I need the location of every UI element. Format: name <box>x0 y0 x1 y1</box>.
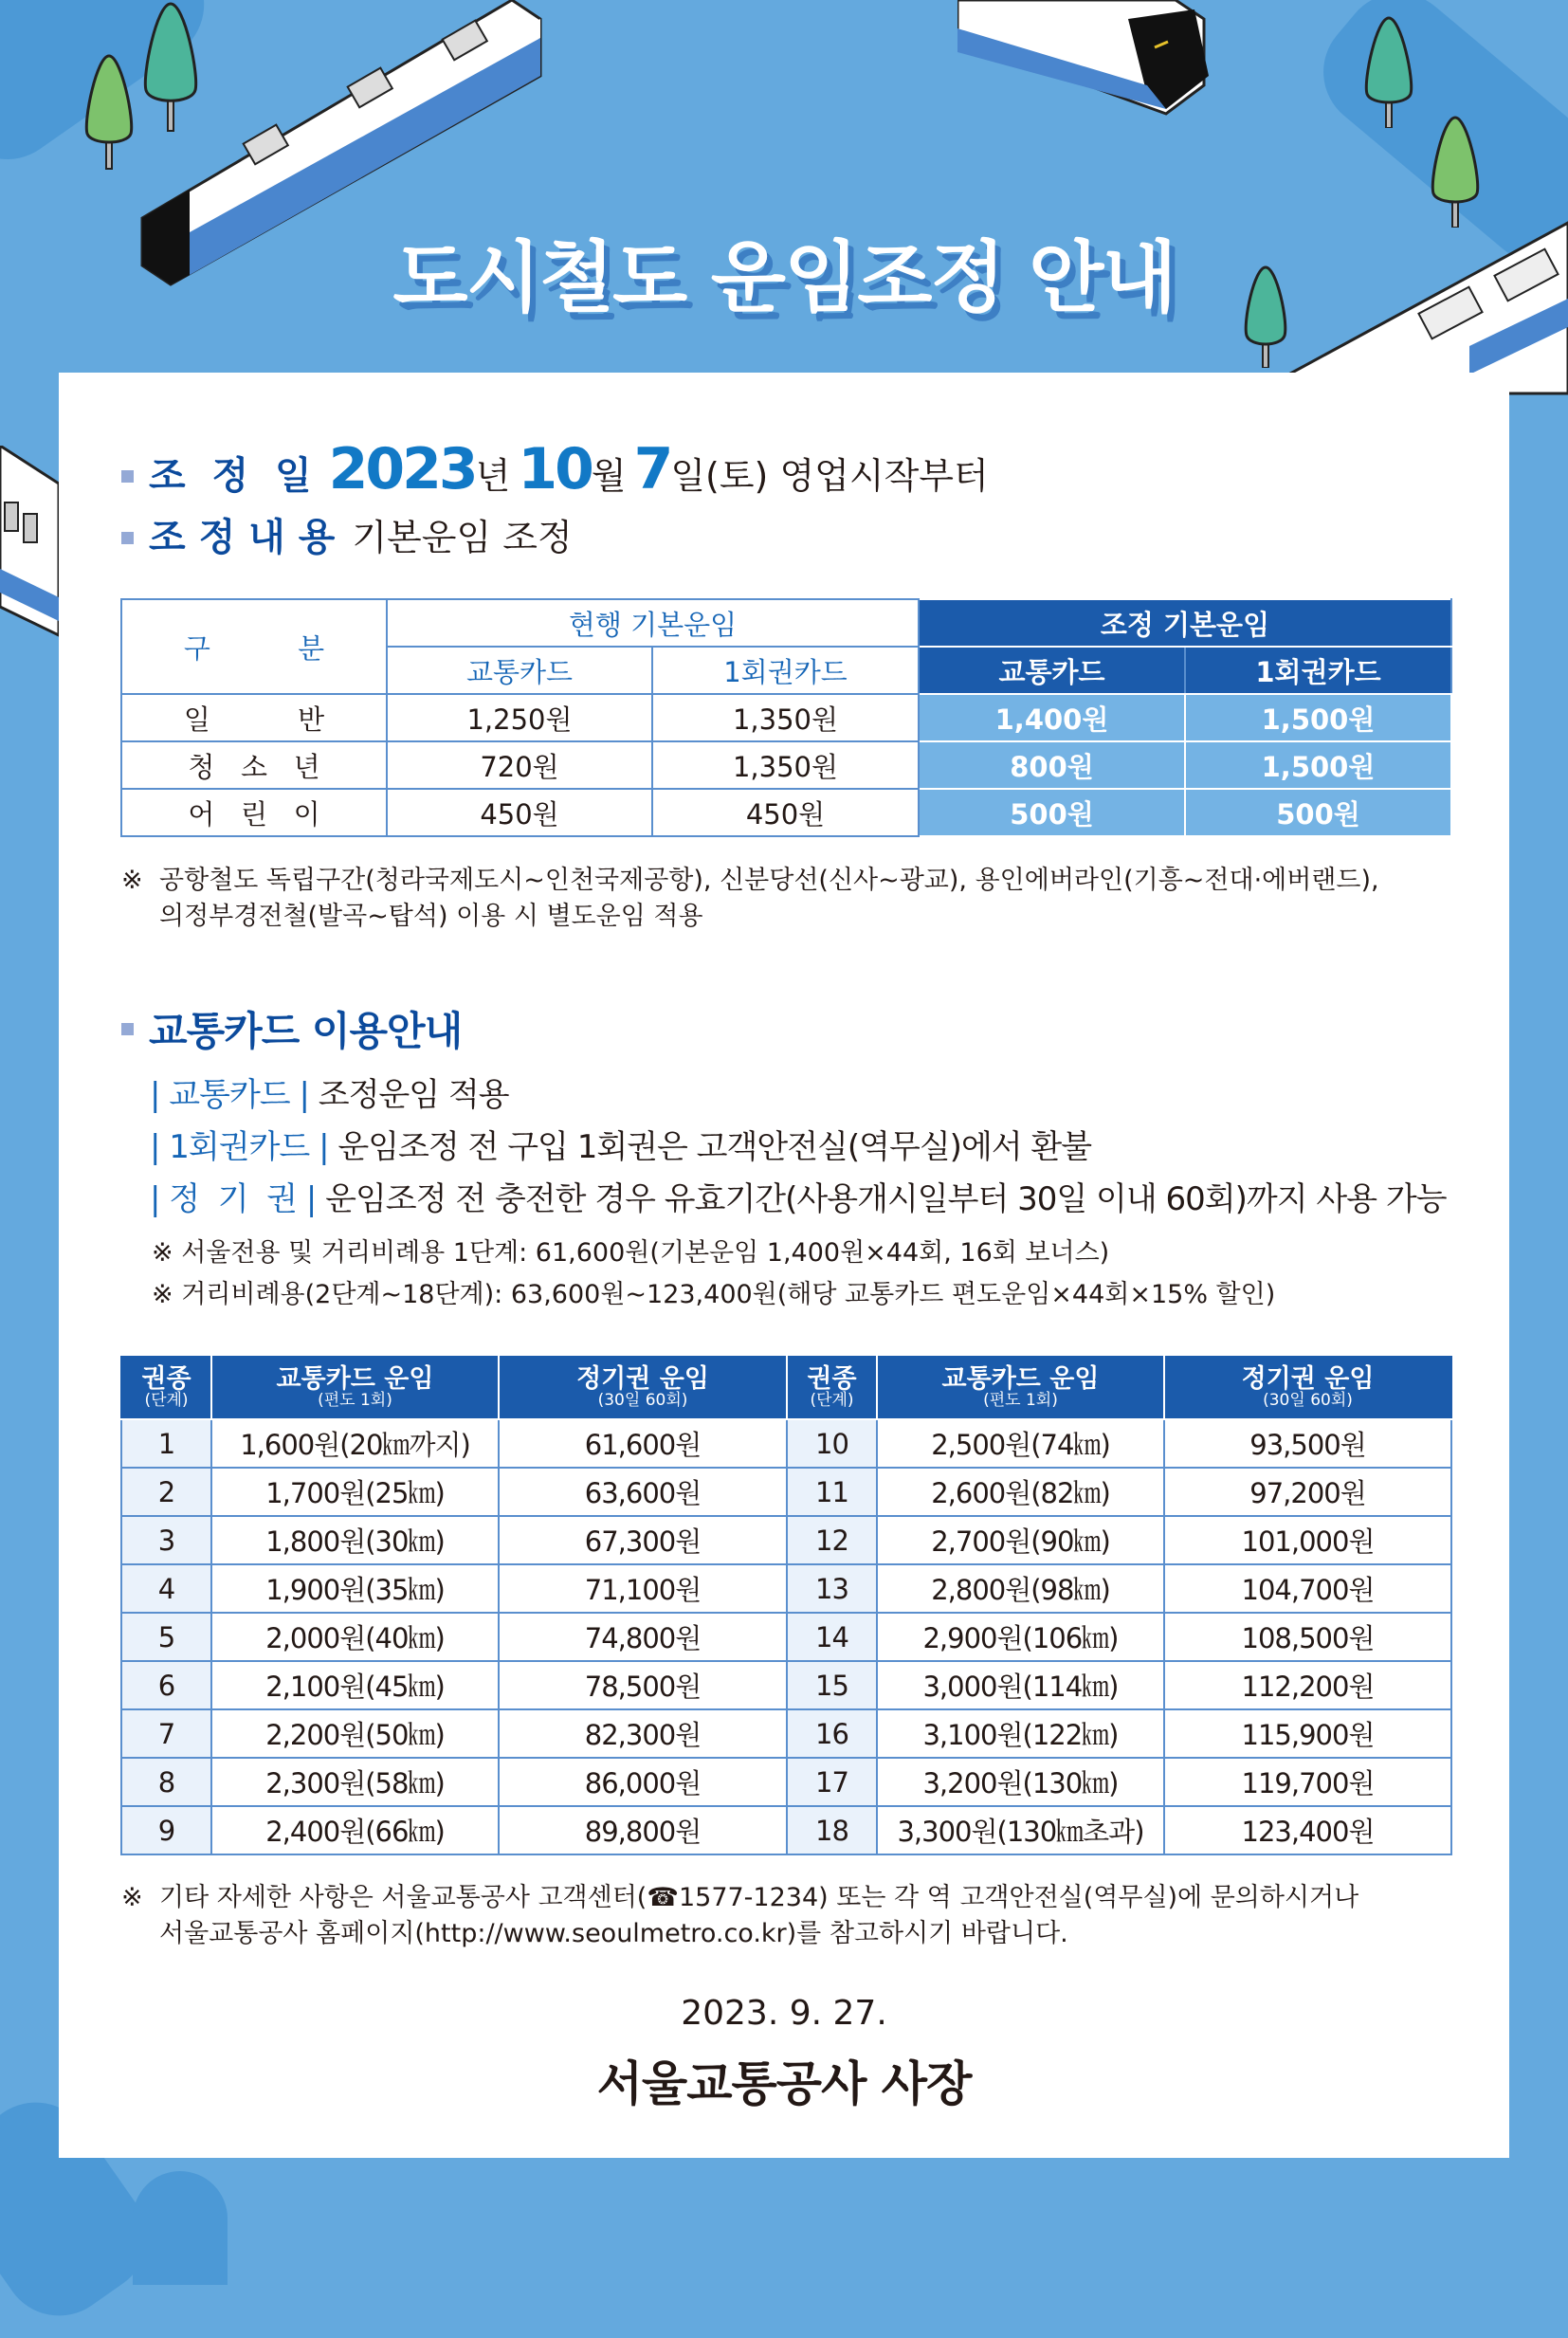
table-row <box>121 1806 1451 1854</box>
adjustment-month: 10 <box>518 436 592 502</box>
new-transit-fare: 1,400원 <box>919 694 1185 741</box>
new-single-fare: 1,500원 <box>1185 741 1451 789</box>
step-cell: 4 <box>121 1564 211 1613</box>
pass-fare-cell: 67,300원 <box>499 1516 787 1564</box>
issuer-signature: 서울교통공사 사장 <box>596 2056 972 2111</box>
transit-fare-cell: 3,100원(122㎞) <box>877 1709 1164 1758</box>
pass-fare-cell: 71,100원 <box>499 1564 787 1613</box>
guide-tag: | 1회권카드 | <box>150 1128 329 1166</box>
row-category: 어 린 이 <box>121 789 387 836</box>
pass-fare-cell: 86,000원 <box>499 1758 787 1806</box>
header-current-fare: 현행 기본운임 <box>387 599 919 647</box>
transit-fare-cell: 2,000원(40㎞) <box>211 1613 499 1661</box>
transit-fare-cell: 3,200원(130㎞) <box>877 1758 1164 1806</box>
note-line: 공항철도 독립구간(청라국제도시~인천국제공항), 신분당선(신사~광교), 용인에버라인(기흥~전대·에버랜드), <box>159 866 1379 895</box>
header-transit-fare: 교통카드 운임 (편도 1회) <box>211 1357 499 1419</box>
transit-fare-cell: 3,000원(114㎞) <box>877 1661 1164 1709</box>
day-suffix: 일(토) 영업시작부터 <box>670 455 989 497</box>
adjustment-content-label: 조 정 내 용 <box>149 516 336 559</box>
step-cell: 3 <box>121 1516 211 1564</box>
guide-item <box>150 1069 509 1115</box>
month-unit: 월 <box>591 455 627 497</box>
pass-fare-cell: 101,000원 <box>1164 1516 1451 1564</box>
header-pass-fare: 정기권 운임 (30일 60회) <box>1164 1357 1451 1419</box>
tree-icon <box>1356 14 1422 128</box>
guide-tag: | 정 기 권 | <box>150 1180 317 1218</box>
header-category: 구 분 <box>121 599 387 694</box>
new-transit-fare: 500원 <box>919 789 1185 836</box>
transit-fare-cell: 2,200원(50㎞) <box>211 1709 499 1758</box>
contact-note <box>121 1880 1359 1952</box>
transit-fare-cell: 2,700원(90㎞) <box>877 1516 1164 1564</box>
adjustment-content-line <box>121 507 573 561</box>
note-mark: ※ <box>121 866 143 895</box>
table-row <box>121 1419 1451 1468</box>
pass-notes <box>152 1233 1275 1316</box>
pass-fare-cell: 82,300원 <box>499 1709 787 1758</box>
current-transit-fare: 450원 <box>387 789 652 836</box>
note-line: 서울교통공사 홈페이지(http://www.seoulmetro.co.kr)를 참고하시기 바랍니다. <box>159 1919 1068 1948</box>
pass-fare-cell: 104,700원 <box>1164 1564 1451 1613</box>
table-row <box>121 1564 1451 1613</box>
current-single-fare: 450원 <box>652 789 919 836</box>
step-cell: 2 <box>121 1468 211 1516</box>
adjustment-content-value: 기본운임 조정 <box>352 517 573 558</box>
row-category: 청 소 년 <box>121 741 387 789</box>
step-cell: 1 <box>121 1419 211 1468</box>
train-illustration <box>957 0 1213 119</box>
transit-fare-cell: 1,600원(20㎞까지) <box>211 1419 499 1468</box>
header-new-fare: 조정 기본운임 <box>919 599 1451 647</box>
pass-note-line: ※ 서울전용 및 거리비례용 1단계: 61,600원(기본운임 1,400원×44회, 16회 보너스) <box>152 1238 1110 1268</box>
transit-fare-cell: 2,800원(98㎞) <box>877 1564 1164 1613</box>
new-single-fare: 1,500원 <box>1185 694 1451 741</box>
bullet-square-icon <box>121 470 134 483</box>
card-guide-title: 교통카드 이용안내 <box>149 1008 463 1054</box>
card-guide-heading <box>121 1000 462 1057</box>
step-cell: 6 <box>121 1661 211 1709</box>
pass-fare-cell: 108,500원 <box>1164 1613 1451 1661</box>
guide-item <box>150 1173 1447 1219</box>
background-wave <box>133 2171 228 2285</box>
adjustment-date-line <box>121 436 989 502</box>
note-line: 기타 자세한 사항은 서울교통공사 고객센터(☎1577-1234) 또는 각 역 고객안전실(역무실)에 문의하시거나 <box>159 1883 1359 1912</box>
pass-fare-cell: 119,700원 <box>1164 1758 1451 1806</box>
note-line: 의정부경전철(발곡~탑석) 이용 시 별도운임 적용 <box>159 902 703 931</box>
step-cell: 9 <box>121 1806 211 1854</box>
bullet-square-icon <box>121 1023 134 1035</box>
transit-fare-cell: 2,900원(106㎞) <box>877 1613 1164 1661</box>
pass-fare-cell: 61,600원 <box>499 1419 787 1468</box>
step-cell: 13 <box>787 1564 877 1613</box>
row-category: 일 반 <box>121 694 387 741</box>
adjustment-date-label: 조 정 일 <box>149 454 312 498</box>
step-cell: 12 <box>787 1516 877 1564</box>
step-cell: 15 <box>787 1661 877 1709</box>
table-row <box>121 1613 1451 1661</box>
transit-fare-cell: 2,600원(82㎞) <box>877 1468 1164 1516</box>
notice-date: 2023. 9. 27. <box>681 1994 887 2033</box>
bullet-square-icon <box>121 532 134 544</box>
separate-fare-note <box>121 863 1379 935</box>
table-row <box>121 1468 1451 1516</box>
pass-fare-cell: 89,800원 <box>499 1806 787 1854</box>
current-single-fare: 1,350원 <box>652 694 919 741</box>
header-new-single-card: 1회권카드 <box>1185 647 1451 694</box>
header-step: 권종 (단계) <box>121 1357 211 1419</box>
header-pass-fare: 정기권 운임 (30일 60회) <box>499 1357 787 1419</box>
table-row <box>121 1709 1451 1758</box>
transit-fare-cell: 1,800원(30㎞) <box>211 1516 499 1564</box>
guide-text: 운임조정 전 구입 1회권은 고객안전실(역무실)에서 환불 <box>337 1128 1092 1166</box>
current-transit-fare: 1,250원 <box>387 694 652 741</box>
current-transit-fare: 720원 <box>387 741 652 789</box>
step-cell: 17 <box>787 1758 877 1806</box>
pass-note-line: ※ 거리비례용(2단계~18단계): 63,600원~123,400원(해당 교통카드 편도운임×44회×15% 할인) <box>152 1280 1276 1309</box>
step-cell: 8 <box>121 1758 211 1806</box>
pass-fare-cell: 97,200원 <box>1164 1468 1451 1516</box>
pass-fare-cell: 63,600원 <box>499 1468 787 1516</box>
guide-item <box>150 1121 1091 1167</box>
guide-tag: | 교통카드 | <box>150 1076 309 1114</box>
step-cell: 11 <box>787 1468 877 1516</box>
new-transit-fare: 800원 <box>919 741 1185 789</box>
table-row <box>121 1516 1451 1564</box>
step-cell: 14 <box>787 1613 877 1661</box>
guide-text: 운임조정 전 충전한 경우 유효기간(사용개시일부터 30일 이내 60회)까지 사용 가능 <box>325 1180 1447 1218</box>
table-row <box>121 694 1451 741</box>
note-mark: ※ <box>121 1883 143 1912</box>
current-single-fare: 1,350원 <box>652 741 919 789</box>
transit-fare-cell: 3,300원(130㎞초과) <box>877 1806 1164 1854</box>
pass-fare-cell: 115,900원 <box>1164 1709 1451 1758</box>
pass-fare-cell: 93,500원 <box>1164 1419 1451 1468</box>
transit-fare-cell: 2,300원(58㎞) <box>211 1758 499 1806</box>
table-row <box>121 1758 1451 1806</box>
transit-fare-cell: 1,700원(25㎞) <box>211 1468 499 1516</box>
adjustment-day: 7 <box>633 436 671 502</box>
page-title: 도시철도 운임조정 안내 <box>392 233 1176 323</box>
header-current-single-card: 1회권카드 <box>652 647 919 694</box>
step-cell: 7 <box>121 1709 211 1758</box>
pass-fare-cell: 78,500원 <box>499 1661 787 1709</box>
train-illustration <box>0 446 59 645</box>
step-cell: 18 <box>787 1806 877 1854</box>
guide-text: 조정운임 적용 <box>318 1076 509 1114</box>
table-row <box>121 1661 1451 1709</box>
basic-fare-table <box>120 598 1452 837</box>
pass-fare-cell: 112,200원 <box>1164 1661 1451 1709</box>
header-current-transit-card: 교통카드 <box>387 647 652 694</box>
pass-fare-table <box>120 1356 1452 1855</box>
new-single-fare: 500원 <box>1185 789 1451 836</box>
transit-fare-cell: 2,400원(66㎞) <box>211 1806 499 1854</box>
transit-fare-cell: 2,100원(45㎞) <box>211 1661 499 1709</box>
step-cell: 10 <box>787 1419 877 1468</box>
table-row <box>121 789 1451 836</box>
header-transit-fare: 교통카드 운임 (편도 1회) <box>877 1357 1164 1419</box>
pass-fare-cell: 123,400원 <box>1164 1806 1451 1854</box>
transit-fare-cell: 1,900원(35㎞) <box>211 1564 499 1613</box>
adjustment-year: 2023 <box>328 436 476 502</box>
transit-fare-cell: 2,500원(74㎞) <box>877 1419 1164 1468</box>
table-row <box>121 741 1451 789</box>
year-unit: 년 <box>475 455 511 497</box>
pass-fare-cell: 74,800원 <box>499 1613 787 1661</box>
header-new-transit-card: 교통카드 <box>919 647 1185 694</box>
step-cell: 5 <box>121 1613 211 1661</box>
step-cell: 16 <box>787 1709 877 1758</box>
header-step: 권종 (단계) <box>787 1357 877 1419</box>
